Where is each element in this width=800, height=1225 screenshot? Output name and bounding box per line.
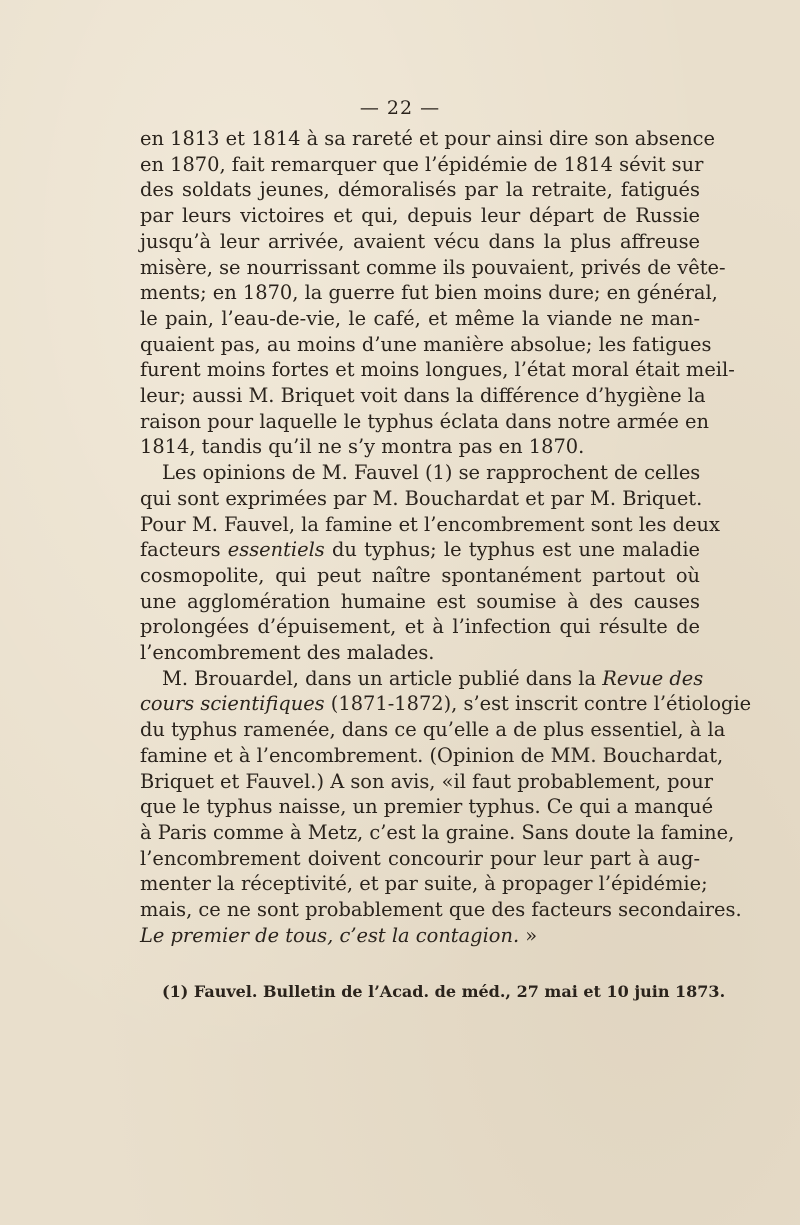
text-line: qui sont exprimées par M. Bouchardat et par M. Briquet. [140,486,703,510]
text-run: facteurs [140,538,228,562]
text-line: le pain, l’eau-de-vie, le café, et même la viande ne man- [140,306,700,330]
text-line: l’encombrement des malades. [140,641,435,665]
text-line: en 1870, fait remarquer que l’épidémie de 1814 sévit sur [140,152,704,176]
text-line: du typhus ramenée, dans ce qu’elle a de plus essentiel, à la [140,718,726,742]
text-line: cosmopolite, qui peut naître spontanément partout où [140,563,700,587]
italic-run: Le premier de tous, c’est la contagion. [140,923,520,947]
text-line: à Paris comme à Metz, c’est la graine. Sans doute la famine, [140,820,735,844]
text-line [140,666,704,692]
text-line: quaient pas, au moins d’une manière absolue; les fatigues [140,332,712,356]
text-line [140,691,752,717]
text-line [140,923,700,949]
text-line: Pour M. Fauvel, la famine et l’encombrement sont les deux [140,512,720,536]
text-line: famine et à l’encombrement. (Opinion de MM. Bouchardat, [140,743,724,767]
text-line: des soldats jeunes, démoralisés par la retraite, fatigués [140,178,700,202]
italic-run: Revue des [602,666,704,690]
text-line: Briquet et Fauvel.) A son avis, «il faut probablement, pour [140,769,713,793]
text-line: l’encombrement doivent concourir pour leur part à aug- [140,846,700,870]
italic-run: cours scientifiques [140,692,325,716]
text-line: mais, ce ne sont probablement que des facteurs secondaires. [140,898,742,922]
text-line: 1814, tandis qu’il ne s’y montra pas en 1870. [140,435,585,459]
text-line: prolongées d’épuisement, et à l’infection qui résulte de [140,615,700,639]
text-run: du typhus; le typhus est une maladie [324,538,700,562]
text-run: M. Brouardel, dans un article publié dans la [162,666,603,690]
text-line: Les opinions de M. Fauvel (1) se rapprochent de celles [162,461,701,485]
text-line: leur; aussi M. Briquet voit dans la différence d’hygiène la [140,384,706,408]
text-line: raison pour laquelle le typhus éclata dans notre armée en [140,409,709,433]
text-run: (1871-1872), s’est inscrit contre l’étiologie [324,692,752,716]
text-line: ments; en 1870, la guerre fut bien moins dure; en général, [140,281,718,305]
text-line: que le typhus naisse, un premier typhus. Ce qui a manqué [140,795,714,819]
text-line: jusqu’à leur arrivée, avaient vécu dans la plus affreuse [140,229,700,253]
text-line: furent moins fortes et moins longues, l’état moral était meil- [140,358,735,382]
text-line [140,537,700,563]
italic-run: essentiels [227,538,325,562]
text-line: en 1813 et 1814 à sa rareté et pour ainsi dire son absence [140,127,716,150]
text-run: » [519,923,538,947]
text-line: une agglomération humaine est soumise à des causes [140,589,700,613]
body-text [140,126,752,949]
page-number: — 22 — [359,97,441,119]
text-line: par leurs victoires et qui, depuis leur départ de Russie [140,204,700,228]
footnote: (1) Fauvel. Bulletin de l’Acad. de méd., 27 mai et 10 juin 1873. [162,982,726,1001]
text-line: menter la réceptivité, et par suite, à propager l’épidémie; [140,872,708,896]
text-line: misère, se nourrissant comme ils pouvaient, privés de vête- [140,255,726,279]
